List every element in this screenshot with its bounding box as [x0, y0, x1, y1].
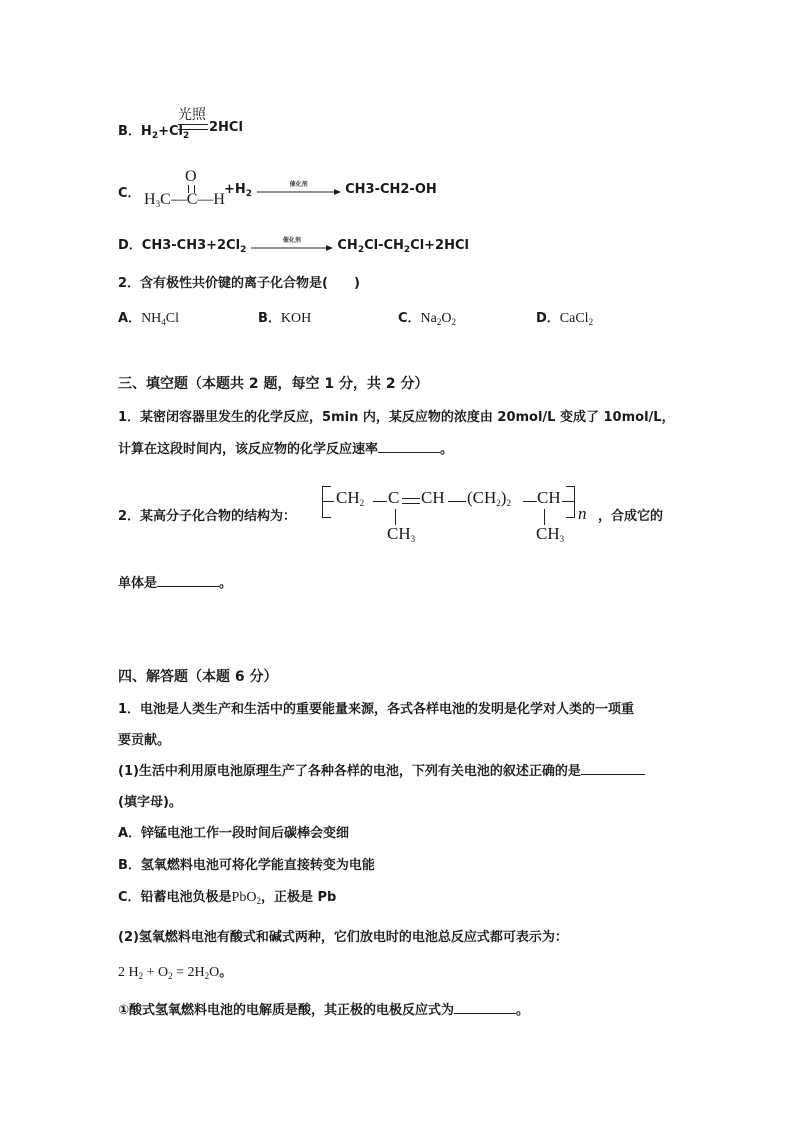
- s3-q2-line2: 单体是 。: [118, 572, 232, 591]
- ch2-group: $(CH_2)_2$: [467, 488, 511, 508]
- arrow-icon: [257, 189, 341, 195]
- option-b-equation: B．$H_2+Cl_2$: [118, 124, 190, 141]
- methyl-group: $CH_3$: [536, 524, 565, 544]
- ch-group: CH: [421, 488, 445, 507]
- branch-bond: [544, 509, 545, 525]
- branch-bond: [395, 509, 396, 525]
- left-bracket: [322, 486, 331, 518]
- option-c-product: CH3-CH2-OH: [345, 182, 437, 197]
- double-equals-sign: [178, 124, 208, 130]
- double-bond: [402, 498, 420, 504]
- q2-option-b: B．KOH: [258, 311, 312, 326]
- option-letter: C．: [118, 186, 141, 201]
- single-bond: [448, 501, 466, 502]
- right-bracket: [566, 486, 575, 518]
- answer-blank[interactable]: [378, 438, 440, 453]
- option-d-equation: D．$CH3-CH3+2Cl_2$ 催化剂 $CH_2Cl-CH_2Cl+2HCl$: [118, 236, 469, 255]
- s3-q1-line1: 1．某密闭容器里发生的化学反应，5min 内，某反应物的浓度由 20mol/L 变成了 10mol/L，: [118, 410, 675, 425]
- overall-equation: 2 $H_2 + O_2 = 2H_2O$。: [118, 965, 233, 981]
- reaction-arrow: [257, 180, 341, 197]
- s4-option-a: A．锌锰电池工作一段时间后碳棒会变细: [118, 826, 350, 841]
- s4-p1-line2: (填字母)。: [118, 795, 182, 810]
- single-bond: [523, 501, 537, 502]
- methyl-group: $CH_3$: [387, 524, 416, 544]
- option-b-product: 2HCl: [209, 120, 243, 135]
- acetaldehyde-structure: $H_3C—C—H$: [144, 191, 225, 209]
- s4-sub1: ①酸式氢氧燃料电池的电解质是酸，其正极的电极反应式为 。: [118, 999, 529, 1018]
- repeat-count: n: [578, 504, 587, 523]
- option-letter: B．: [118, 124, 141, 139]
- s4-p2-line1: (2)氢氧燃料电池有酸式和碱式两种，它们放电时的电池总反应式都可表示为：: [118, 930, 568, 945]
- s4-q1-line2: 要贡献。: [118, 733, 171, 748]
- section-4-title: 四、解答题（本题 6 分）: [118, 669, 278, 685]
- option-c-reaction: $+H_2$ 催化剂 CH3-CH2-OH: [224, 180, 437, 199]
- question-2-stem: 2．含有极性共价键的离子化合物是( ): [118, 276, 360, 291]
- bracket-bar: [322, 501, 334, 502]
- arrow-icon: [251, 245, 333, 251]
- answer-blank[interactable]: [454, 999, 516, 1014]
- carbonyl-oxygen: O: [185, 168, 197, 185]
- q2-option-c: C．$Na_2O_2$: [398, 311, 456, 327]
- s4-option-b: B．氢氧燃料电池可将化学能直接转变为电能: [118, 858, 375, 873]
- s3-q2-prefix: 2．某高分子化合物的结构为：: [118, 509, 297, 524]
- carbon-atom: C: [388, 488, 400, 507]
- s3-q2-suffix: ，合成它的: [598, 509, 664, 524]
- single-bond: [373, 501, 387, 502]
- answer-blank[interactable]: [157, 572, 219, 587]
- catalyst-label: 催化剂: [282, 236, 301, 244]
- ch-group: CH: [537, 488, 561, 507]
- catalyst-label: 催化剂: [289, 180, 308, 188]
- s4-q1-line1: 1．电池是人类生产和生活中的重要能量来源，各式各样电池的发明是化学对人类的一项重: [118, 702, 635, 717]
- polymer-chain: $CH_2$: [336, 488, 365, 508]
- s4-p1-line1: (1)生活中利用原电池原理生产了各种各样的电池，下列有关电池的叙述正确的是: [118, 760, 645, 779]
- q2-option-d: D．CaCl$_2$: [536, 311, 594, 327]
- q2-option-a: A．$NH_4Cl$: [118, 311, 180, 327]
- polymer-structure: [320, 484, 592, 554]
- option-letter: D．: [118, 238, 142, 253]
- answer-blank[interactable]: [581, 760, 645, 775]
- light-condition-label: 光照: [178, 107, 206, 123]
- s3-q1-line2: 计算在这段时间内，该反应物的化学反应速率 。: [118, 438, 453, 457]
- section-3-title: 三、填空题（本题共 2 题，每空 1 分，共 2 分）: [118, 376, 429, 392]
- reaction-arrow: [251, 236, 333, 253]
- s4-option-c: C．铅蓄电池负极是PbO$_2$，正极是 Pb: [118, 890, 337, 906]
